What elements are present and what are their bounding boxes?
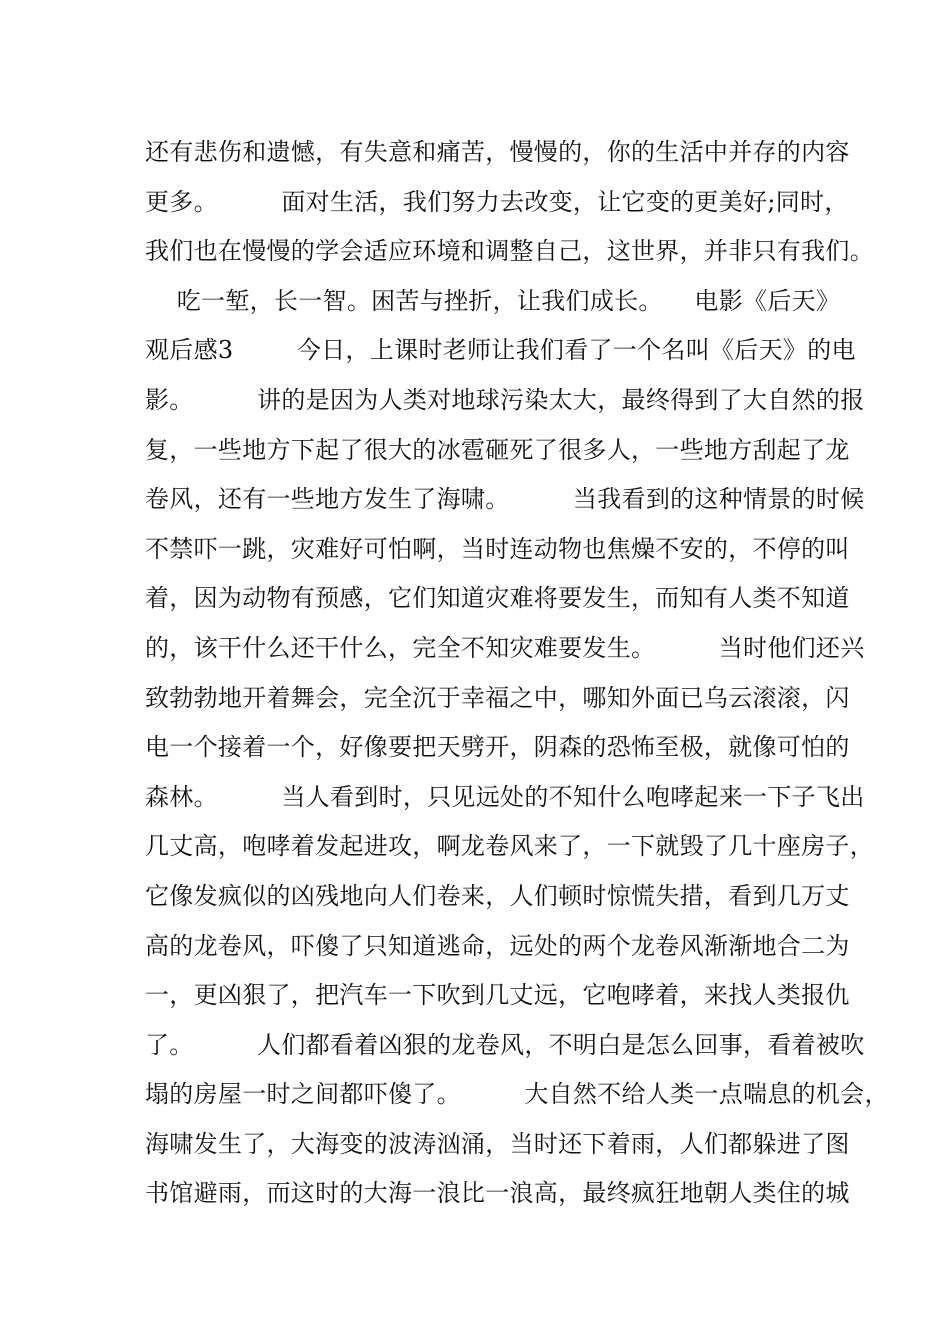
body-text — [145, 128, 889, 1219]
text-line-6: 影。 讲的是因为人类对地球污染太大，最终得到了大自然的报 — [145, 385, 865, 414]
text-line-2: 更多。 面对生活，我们努力去改变，让它变的更美好;同时， — [145, 187, 849, 216]
text-line-7: 复，一些地方下起了很大的冰雹砸死了很多人，一些地方刮起了龙 — [145, 435, 850, 464]
text-line-22: 书馆避雨，而这时的大海一浪比一浪高，最终疯狂地朝人类住的城 — [145, 1179, 850, 1208]
text-line-14: 森林。 当人看到时，只见远处的不知什么咆哮起来一下子飞出 — [145, 782, 865, 811]
text-line-11: 的，该干什么还干什么，完全不知灾难要发生。 当时他们还兴 — [145, 633, 865, 662]
text-line-18: 一，更凶狠了，把汽车一下吹到几丈远，它咆哮着，来找人类报仇 — [145, 981, 850, 1010]
text-line-17: 高的龙卷风，吓傻了只知道逃命，远处的两个龙卷风渐渐地合二为 — [145, 931, 850, 960]
text-line-3: 我们也在慢慢的学会适应环境和调整自己，这世界，并非只有我们。 — [145, 237, 874, 266]
text-line-20: 塌的房屋一时之间都吓傻了。 大自然不给人类一点喘息的机会， — [145, 1080, 889, 1109]
text-line-19: 了。 人们都看着凶狠的龙卷风，不明白是怎么回事，看着被吹 — [145, 1030, 865, 1059]
text-line-5: 观后感3 今日，上课时老师让我们看了一个名叫《后天》的电 — [145, 336, 856, 365]
text-line-9: 不禁吓一跳，灾难好可怕啊，当时连动物也焦燥不安的，不停的叫 — [145, 534, 850, 563]
text-line-12: 致勃勃地开着舞会，完全沉于幸福之中，哪知外面已乌云滚滚，闪 — [145, 683, 850, 712]
text-line-15: 几丈高，咆哮着发起进攻，啊龙卷风来了，一下就毁了几十座房子， — [145, 832, 874, 861]
text-line-16: 它像发疯似的凶残地向人们卷来，人们顿时惊慌失措，看到几万丈 — [145, 881, 850, 910]
text-line-8: 卷风，还有一些地方发生了海啸。 当我看到的这种情景的时候 — [145, 485, 865, 514]
text-line-1: 还有悲伤和遗憾，有失意和痛苦，慢慢的，你的生活中并存的内容 — [145, 138, 850, 166]
text-line-10: 着，因为动物有预感，它们知道灾难将要发生，而知有人类不知道 — [145, 584, 850, 613]
text-line-13: 电一个接着一个，好像要把天劈开，阴森的恐怖至极，就像可怕的 — [145, 733, 850, 762]
text-line-21: 海啸发生了，大海变的波涛汹涌，当时还下着雨，人们都躲进了图 — [145, 1129, 850, 1158]
text-line-4: 吃一堑，长一智。困苦与挫折，让我们成长。 电影《后天》 — [145, 286, 841, 315]
